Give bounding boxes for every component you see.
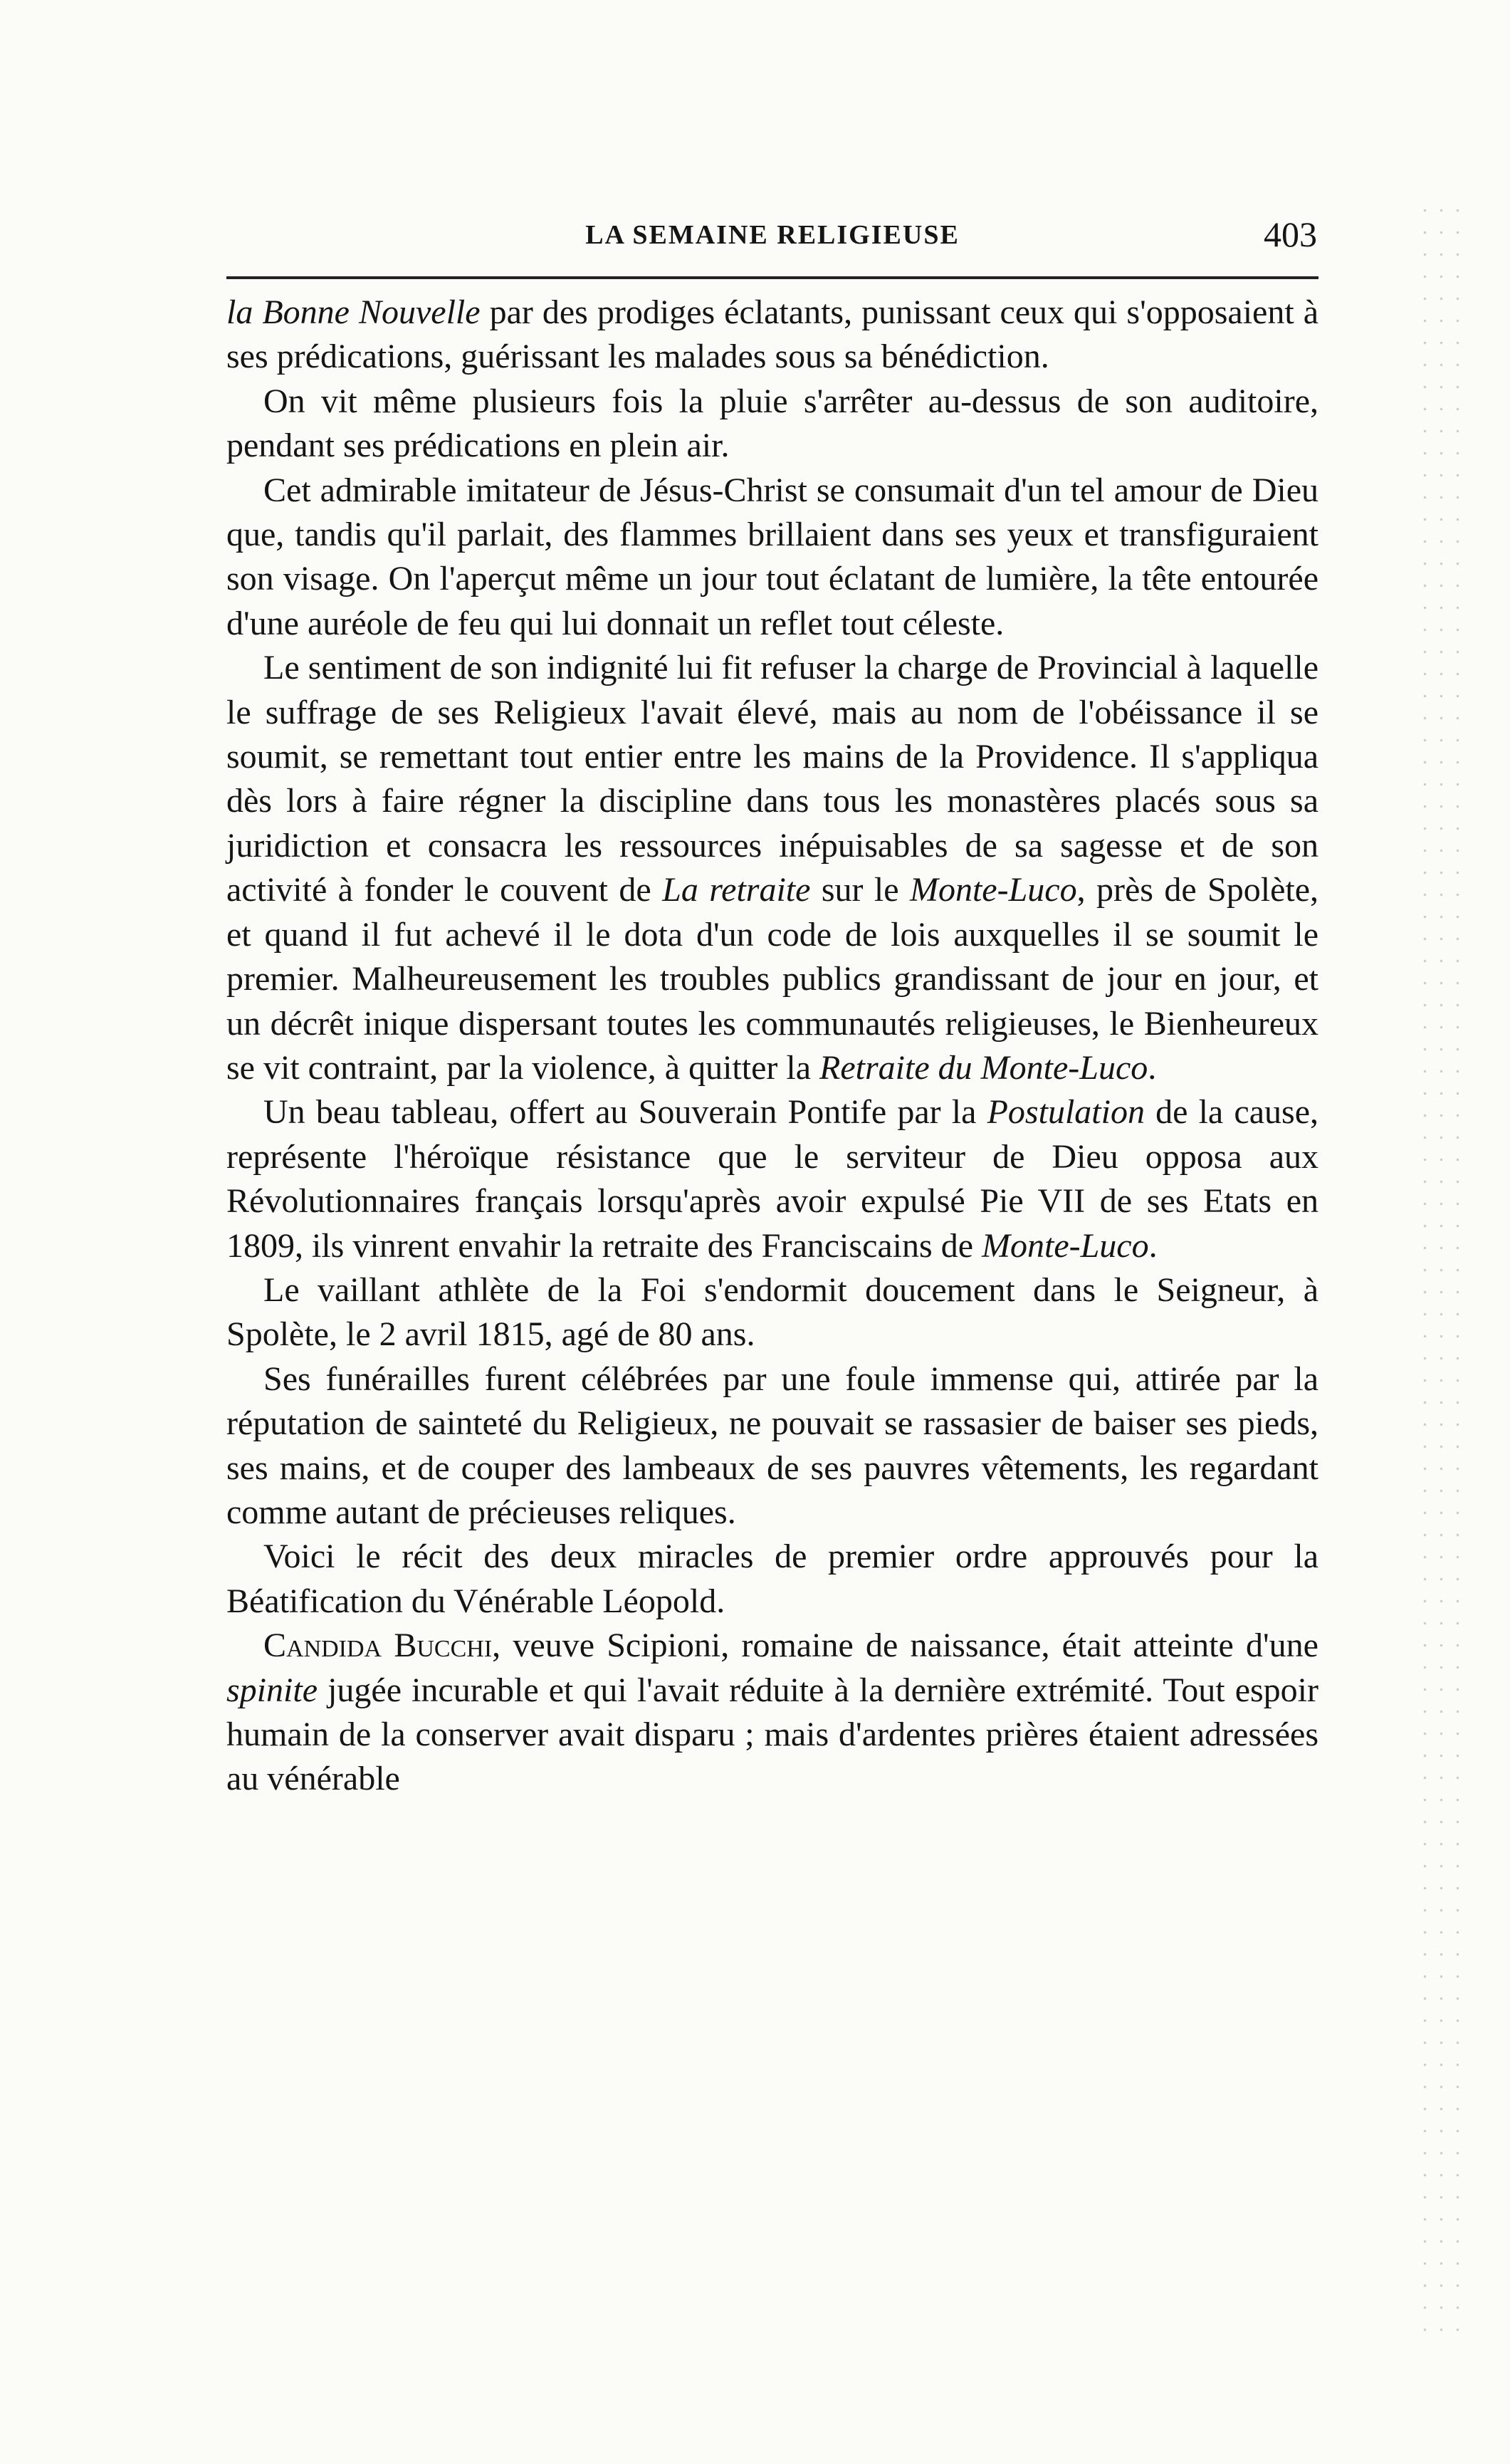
margin-specks bbox=[1417, 199, 1467, 2336]
text-run: Un beau tableau, offert au Souverain Pontife par la bbox=[263, 1093, 987, 1132]
page-number: 403 bbox=[1264, 214, 1317, 254]
paragraph bbox=[226, 291, 1318, 380]
italic-run: spinite bbox=[226, 1671, 318, 1709]
running-title: LA SEMAINE RELIGIEUSE bbox=[585, 220, 960, 250]
text-run: par des prodiges éclatants, punissant ceux qui s'opposaient à ses prédications, guérissant les malades sous sa bénédiction. bbox=[226, 293, 1319, 376]
paragraph bbox=[226, 646, 1318, 1090]
text-run: Le vaillant athlète de la Foi s'endormit doucement dans le Seigneur, à Spolète, le 2 avril 1815, agé de 80 ans. bbox=[226, 1270, 1318, 1354]
paragraph bbox=[226, 1357, 1318, 1535]
text-run: On vit même plusieurs fois la pluie s'arrêter au-dessus de son auditoire, pendant ses prédications en plein air. bbox=[226, 382, 1318, 465]
italic-run: Postulation bbox=[987, 1093, 1145, 1132]
paragraph bbox=[226, 1624, 1318, 1802]
paragraph bbox=[226, 1090, 1318, 1268]
italic-run: la Bonne Nouvelle bbox=[226, 293, 481, 331]
italic-run: La retraite bbox=[662, 871, 811, 909]
text-run: Le sentiment de son indignité lui fit refuser la charge de Provincial à laquelle le suffrage de ses Religieux l'avait élevé, mais au nom de l'obéissance il se soumit, se remettant tout entier entre les mains de la Providence. Il s'appliqua dès lors à faire régner la discipline dans tous les monastères placés sous sa juridiction et consacra les ressources inépuisables de sa sagesse et de son activité à fonder le couvent de bbox=[226, 649, 1318, 909]
italic-run: Monte-Luco bbox=[909, 871, 1077, 909]
paragraph bbox=[226, 1535, 1318, 1624]
paragraph bbox=[226, 380, 1318, 469]
paragraph bbox=[226, 469, 1318, 647]
text-run: . bbox=[1148, 1048, 1157, 1087]
small-caps-run: Candida Bucchi bbox=[263, 1627, 493, 1665]
text-run: . bbox=[1148, 1226, 1158, 1265]
paragraph bbox=[226, 1268, 1318, 1357]
text-run: Ses funérailles furent célébrées par une foule immense qui, attirée par la réputation de sainteté du Religieux, ne pouvait se rassasier de baiser ses pieds, ses mains, et de couper des lambeaux de ses pauvres vêtements, les regardant comme autant de précieuses reliques. bbox=[226, 1359, 1318, 1531]
italic-run: Retraite du Monte-Luco bbox=[819, 1048, 1148, 1087]
text-run: de la cause, représente l'héroïque résistance que le serviteur de Dieu opposa aux Révolutionnaires français lorsqu'après avoir expulsé Pie VII de ses Etats en 1809, ils vinrent envahir la retraite des Franciscains de bbox=[226, 1093, 1318, 1265]
header-rule bbox=[226, 276, 1318, 279]
italic-run: Monte-Luco bbox=[982, 1226, 1149, 1265]
running-head bbox=[228, 214, 1317, 271]
text-run: Voici le récit des deux miracles de premier ordre approuvés pour la Béatification du Vénérable Léopold. bbox=[226, 1538, 1318, 1620]
text-run: jugée incurable et qui l'avait réduite à la dernière extrémité. Tout espoir humain de la conserver avait disparu ; mais d'ardentes prières étaient adressées au vénérable bbox=[226, 1671, 1318, 1798]
text-run: , près de Spolète, et quand il fut achevé il le dota d'un code de lois auxquelles il se soumit le premier. Malheureusement les troubles publics grandissant de jour en jour, et un décrêt inique dispersant toutes les communautés religieuses, le Bienheureux se vit contraint, par la violence, à quitter la bbox=[226, 871, 1319, 1087]
text-run: , veuve Scipioni, romaine de naissance, était atteinte d'une bbox=[492, 1627, 1318, 1665]
text-run: Cet admirable imitateur de Jésus-Christ se consumait d'un tel amour de Dieu que, tandis qu'il parlait, des flammes brillaient dans ses yeux et transfiguraient son visage. On l'aperçut même un jour tout éclatant de lumière, la tête entourée d'une auréole de feu qui lui donnait un reflet tout céleste. bbox=[226, 471, 1318, 642]
body-text bbox=[226, 291, 1318, 1802]
text-run: sur le bbox=[810, 871, 910, 909]
